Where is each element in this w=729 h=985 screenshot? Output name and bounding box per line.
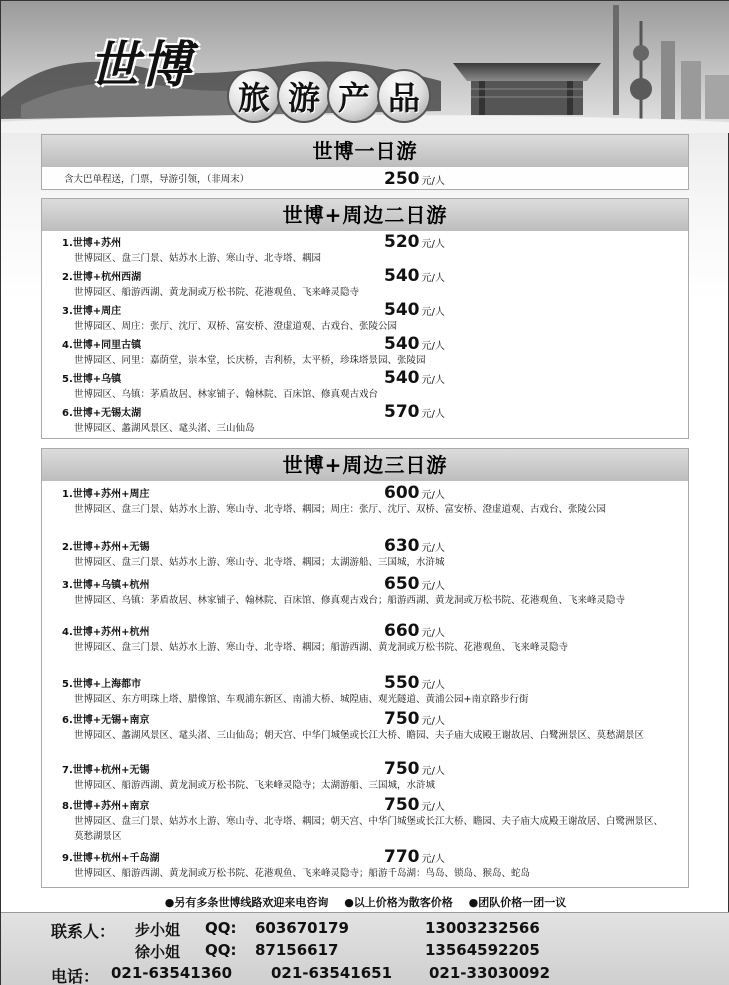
item-price	[384, 169, 445, 189]
qq-label: QQ:	[205, 919, 237, 937]
item-price	[384, 709, 445, 729]
price-value: 770	[384, 847, 420, 867]
price-value: 660	[384, 621, 420, 641]
price-value: 540	[384, 368, 420, 388]
item-name: 8.世博+苏州+南京	[62, 801, 150, 812]
price-value: 250	[384, 169, 420, 189]
tel-number: 021-63541360	[111, 964, 233, 982]
price-unit: 元/人	[421, 680, 445, 691]
price-unit: 元/人	[421, 581, 445, 592]
tel-number: 021-63541651	[271, 964, 393, 982]
phone-number: 13564592205	[425, 941, 540, 959]
price-unit: 元/人	[421, 307, 445, 318]
list-item	[42, 675, 688, 711]
list-item	[42, 485, 688, 538]
section-title: 世博+周边三日游	[42, 449, 688, 481]
price-value: 540	[384, 266, 420, 286]
list-item	[42, 797, 688, 849]
item-name: 6.世博+无锡+南京	[62, 715, 150, 726]
header-banner	[1, 1, 729, 133]
section-title: 世博一日游	[42, 135, 688, 167]
contact-name: 步小姐	[135, 921, 181, 939]
section-three-day	[41, 448, 689, 888]
list-item	[42, 167, 688, 187]
price-unit: 元/人	[421, 766, 445, 777]
item-price	[384, 847, 445, 867]
price-unit: 元/人	[421, 802, 445, 813]
item-price	[384, 795, 445, 815]
list-item	[42, 234, 688, 268]
item-name: 3.世博+乌镇+杭州	[62, 580, 150, 591]
price-unit: 元/人	[421, 273, 445, 284]
subtitle-char: 品	[377, 69, 431, 123]
price-value: 600	[384, 483, 420, 503]
item-desc: 世博园区、盘三门景、姑苏水上游、寒山寺、北寺塔、耦园；朝天宫、中华门城堡或长江大桥、瞻园、夫子庙大成殿王谢故居、白鹭洲景区、莫愁湖景区	[74, 816, 664, 842]
price-unit: 元/人	[421, 341, 445, 352]
price-unit: 元/人	[421, 375, 445, 386]
item-desc: 世博园区、同里：嘉荫堂，崇本堂，长庆桥，吉利桥，太平桥，珍珠塔景园、张陵园	[74, 355, 426, 366]
price-value: 570	[384, 402, 420, 422]
section-title: 世博+周边二日游	[42, 199, 688, 231]
contact-label: 联系人：	[51, 922, 116, 941]
item-price	[384, 574, 445, 594]
subtitle-char: 游	[277, 69, 331, 123]
list-item	[42, 761, 688, 797]
list-item	[42, 268, 688, 302]
item-name: 4.世博+同里古镇	[62, 340, 142, 351]
price-unit: 元/人	[421, 490, 445, 501]
item-name: 5.世博+上海都市	[62, 679, 142, 690]
item-name: 1.世博+苏州	[62, 238, 122, 249]
tel-label: 电话：	[51, 967, 100, 985]
price-value: 540	[384, 334, 420, 354]
section-two-day	[41, 198, 689, 439]
contact-footer	[1, 912, 729, 985]
item-price	[384, 266, 445, 286]
item-desc: 世博园区、船游西湖、黄龙洞或万松书院、飞来峰灵隐寺；太湖游船、三国城，水浒城	[74, 780, 436, 791]
notes-line	[1, 894, 729, 910]
item-name: 2.世博+杭州西湖	[62, 272, 142, 283]
subtitle-char: 产	[327, 69, 381, 123]
item-name: 3.世博+周庄	[62, 306, 122, 317]
item-name: 7.世博+杭州+无锡	[62, 765, 150, 776]
price-unit: 元/人	[421, 176, 445, 187]
section-one-day	[41, 134, 689, 190]
price-unit: 元/人	[421, 239, 445, 250]
price-unit: 元/人	[421, 628, 445, 639]
item-name: 5.世博+乌镇	[62, 374, 122, 385]
price-value: 540	[384, 300, 420, 320]
item-desc: 世博园区、乌镇：茅盾故居、林家铺子、翰林院、百床馆、修真观古戏台；船游西湖、黄龙洞或万松书院、花港观鱼、飞来峰灵隐寺	[74, 595, 626, 606]
qq-number: 87156617	[255, 941, 339, 959]
price-value: 750	[384, 795, 420, 815]
price-value: 550	[384, 673, 420, 693]
price-value: 750	[384, 709, 420, 729]
item-desc: 世博园区、船游西湖、黄龙洞或万松书院、花港观鱼、飞来峰灵隐寺	[74, 287, 360, 298]
contact-name: 徐小姐	[135, 943, 181, 961]
tel-number: 021-33030092	[429, 964, 551, 982]
item-price	[384, 232, 445, 252]
item-name: 1.世博+苏州+周庄	[62, 489, 150, 500]
item-price	[384, 483, 445, 503]
price-unit: 元/人	[421, 716, 445, 727]
item-name: 9.世博+杭州+千岛湖	[62, 853, 160, 864]
price-value: 750	[384, 759, 420, 779]
list-item	[42, 849, 688, 885]
list-item	[42, 336, 688, 370]
item-price	[384, 334, 445, 354]
list-item	[42, 576, 688, 623]
qq-label: QQ:	[205, 941, 237, 959]
item-name: 6.世博+无锡太湖	[62, 408, 142, 419]
phone-number: 13003232566	[425, 919, 540, 937]
list-item	[42, 623, 688, 675]
item-desc: 世博园区、盘三门景、姑苏水上游、寒山寺、北寺塔、耦园；太湖游船、三国城，水浒城	[74, 557, 445, 568]
item-desc: 世博园区、盘三门景、姑苏水上游、寒山寺、北寺塔、耦园；周庄：张厅、沈厅、双桥、富安桥、澄虚道观、古戏台、张陵公园	[74, 504, 607, 515]
subtitle-char: 旅	[227, 69, 281, 123]
price-value: 630	[384, 536, 420, 556]
note-item: ●另有多条世博线路欢迎来电咨询	[164, 896, 329, 909]
note-item: ●团队价格一团一议	[468, 896, 567, 909]
price-unit: 元/人	[421, 409, 445, 420]
item-price	[384, 536, 445, 556]
item-desc: 世博园区、蠡湖风景区、鼋头渚、三山仙岛；朝天宫、中华门城堡或长江大桥、瞻园、夫子庙大成殿王谢故居、白鹭洲景区、莫愁湖景区	[74, 730, 645, 741]
item-price	[384, 402, 445, 422]
item-desc: 世博园区、东方明珠上塔、腊像馆、车观浦东新区、南浦大桥、城隍庙、观光隧道、黄浦公园+南京路步行街	[74, 694, 529, 705]
item-price	[384, 673, 445, 693]
brand-title: 世博	[89, 35, 193, 94]
item-price	[384, 621, 445, 641]
price-value: 650	[384, 574, 420, 594]
price-unit: 元/人	[421, 543, 445, 554]
list-item	[42, 404, 688, 438]
item-desc: 世博园区、盘三门景、姑苏水上游、寒山寺、北寺塔、耦园；船游西湖、黄龙洞或万松书院、花港观鱼、飞来峰灵隐寺	[74, 642, 569, 653]
price-unit: 元/人	[421, 854, 445, 865]
item-desc: 含大巴单程送，门票，导游引领，（非周末）	[64, 174, 250, 185]
price-value: 520	[384, 232, 420, 252]
item-desc: 世博园区、乌镇：茅盾故居、林家铺子、翰林院、百床馆、修真观古戏台	[74, 389, 379, 400]
item-desc: 世博园区、蠡湖风景区、鼋头渚、三山仙岛	[74, 423, 255, 434]
subtitle-circles	[227, 69, 427, 123]
list-item	[42, 302, 688, 336]
note-item: ●以上价格为散客价格	[344, 896, 453, 909]
item-name: 4.世博+苏州+杭州	[62, 627, 150, 638]
item-desc: 世博园区、船游西湖、黄龙洞或万松书院、花港观鱼、飞来峰灵隐寺；船游千岛湖：鸟岛、锁岛、猴岛、蛇岛	[74, 868, 531, 879]
item-price	[384, 368, 445, 388]
list-item	[42, 370, 688, 404]
item-price	[384, 759, 445, 779]
item-name: 2.世博+苏州+无锡	[62, 542, 150, 553]
list-item	[42, 538, 688, 576]
item-price	[384, 300, 445, 320]
item-desc: 世博园区、盘三门景、姑苏水上游、寒山寺、北寺塔、耦园	[74, 253, 322, 264]
list-item	[42, 711, 688, 761]
item-desc: 世博园区、周庄：张厅、沈厅、双桥、富安桥、澄虚道观、古戏台、张陵公园	[74, 321, 398, 332]
qq-number: 603670179	[255, 919, 349, 937]
